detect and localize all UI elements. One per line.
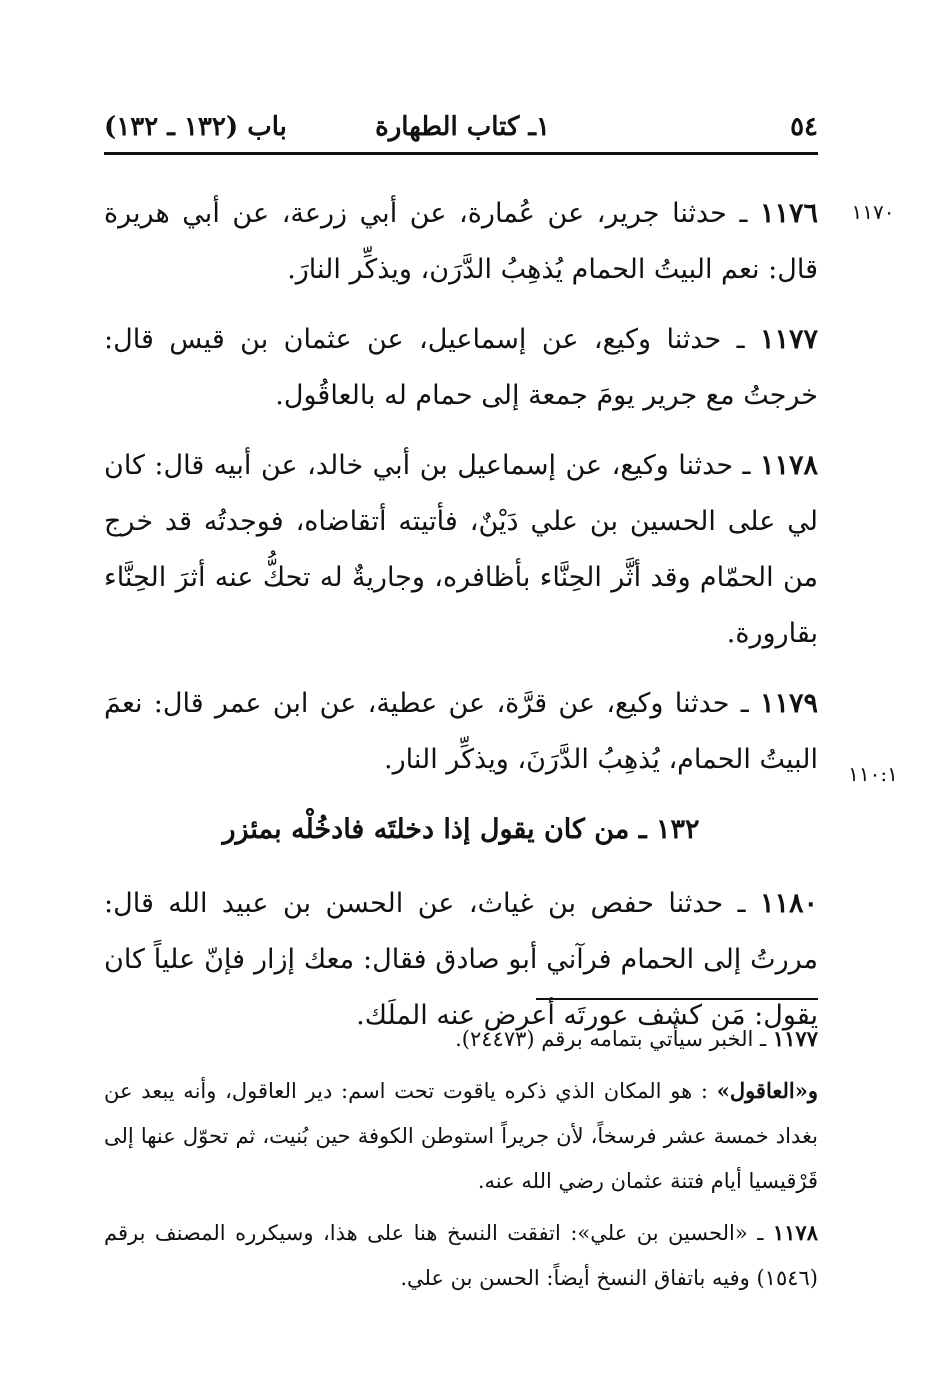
hadith-text: ـ حدثنا وكيع، عن إسماعيل بن أبي خالد، عن أبيه قال: كان لي على الحسين بن علي دَيْنٌ، فأتيته أتقاضاه، فوجدتُه قد خرج من الحمّام وقد أثَّر الحِنَّاء بأظافره، وجاريةٌ له تحكُّ عنه أثرَ الحِنَّاء بقارورة. [104, 450, 818, 649]
footnote [104, 1210, 818, 1301]
footnote-lead: ١١٧٧ [772, 1026, 818, 1051]
footnote [104, 1016, 818, 1062]
hadith-number: ١١٧٧ [759, 324, 818, 355]
footnote-text: : هو المكان الذي ذكره ياقوت تحت اسم: دير العاقول، وأنه يبعد عن بغداد خمسة عشر فرسخاً، لأن جريراً استوطن الكوفة حين بُنيت، ثم تحوّل عنها إلى قَرْقيسيا أيام فتنة عثمان رضي الله عنه. [104, 1079, 818, 1193]
hadith-paragraph [104, 312, 818, 424]
chapter-range: باب (١٣٢ ـ ١٣٢) [104, 112, 287, 142]
footnote-rule [536, 998, 818, 1000]
footnote-lead: ١١٧٨ [772, 1220, 818, 1245]
hadith-text: ـ حدثنا جرير، عن عُمارة، عن أبي زرعة، عن أبي هريرة قال: نعم البيتُ الحمام يُذهِبُ الدَّرَن، ويذكِّر النارَ. [104, 198, 818, 285]
footnote-lead: و«العاقول» [716, 1078, 818, 1103]
hadith-text: ـ حدثنا وكيع، عن قرَّة، عن عطية، عن ابن عمر قال: نعمَ البيتُ الحمام، يُذهِبُ الدَّرَنَ، ويذكِّر النار. [104, 688, 818, 775]
hadith-number: ١١٧٦ [759, 198, 818, 229]
chapter-heading: ١٣٢ ـ من كان يقول إذا دخلتَه فادخُلْه بمئزر [222, 814, 700, 845]
hadith-text: ـ حدثنا حفص بن غياث، عن الحسن بن عبيد الله قال: مررتُ إلى الحمام فرآني أبو صادق فقال: معك إزار فإنّ علياً كان يقول: مَن كشف عورتَه أعرض عنه الملَك. [104, 888, 818, 1031]
footnote-text: ـ الخبر سيأتي بتمامه برقم (٢٤٤٧٣). [455, 1027, 767, 1051]
margin-reference: ١١٧٠ [851, 200, 895, 224]
hadith-paragraph [104, 676, 818, 788]
main-text [104, 186, 818, 1058]
hadith-number: ١١٨٠ [759, 888, 818, 919]
hadith-number: ١١٧٨ [759, 450, 818, 481]
margin-reference: ١١٠:١ [848, 762, 898, 786]
hadith-text: ـ حدثنا وكيع، عن إسماعيل، عن عثمان بن قيس قال: خرجتُ مع جرير يومَ جمعة إلى حمام له بالعاقُول. [104, 324, 818, 411]
page-number: ٥٤ [790, 112, 818, 142]
footnotes [104, 1016, 818, 1307]
footnote [104, 1068, 818, 1204]
hadith-number: ١١٧٩ [759, 688, 818, 719]
footnote-text: ـ «الحسين بن علي»: اتفقت النسخ هنا على هذا، وسيكرره المصنف برقم (١٥٤٦) وفيه باتفاق النسخ أيضاً: الحسن بن علي. [104, 1221, 818, 1290]
hadith-paragraph [104, 186, 818, 298]
header-rule [104, 152, 818, 155]
running-header [104, 108, 818, 154]
book-title: ١ـ كتاب الطهارة [375, 112, 550, 142]
hadith-paragraph [104, 438, 818, 662]
